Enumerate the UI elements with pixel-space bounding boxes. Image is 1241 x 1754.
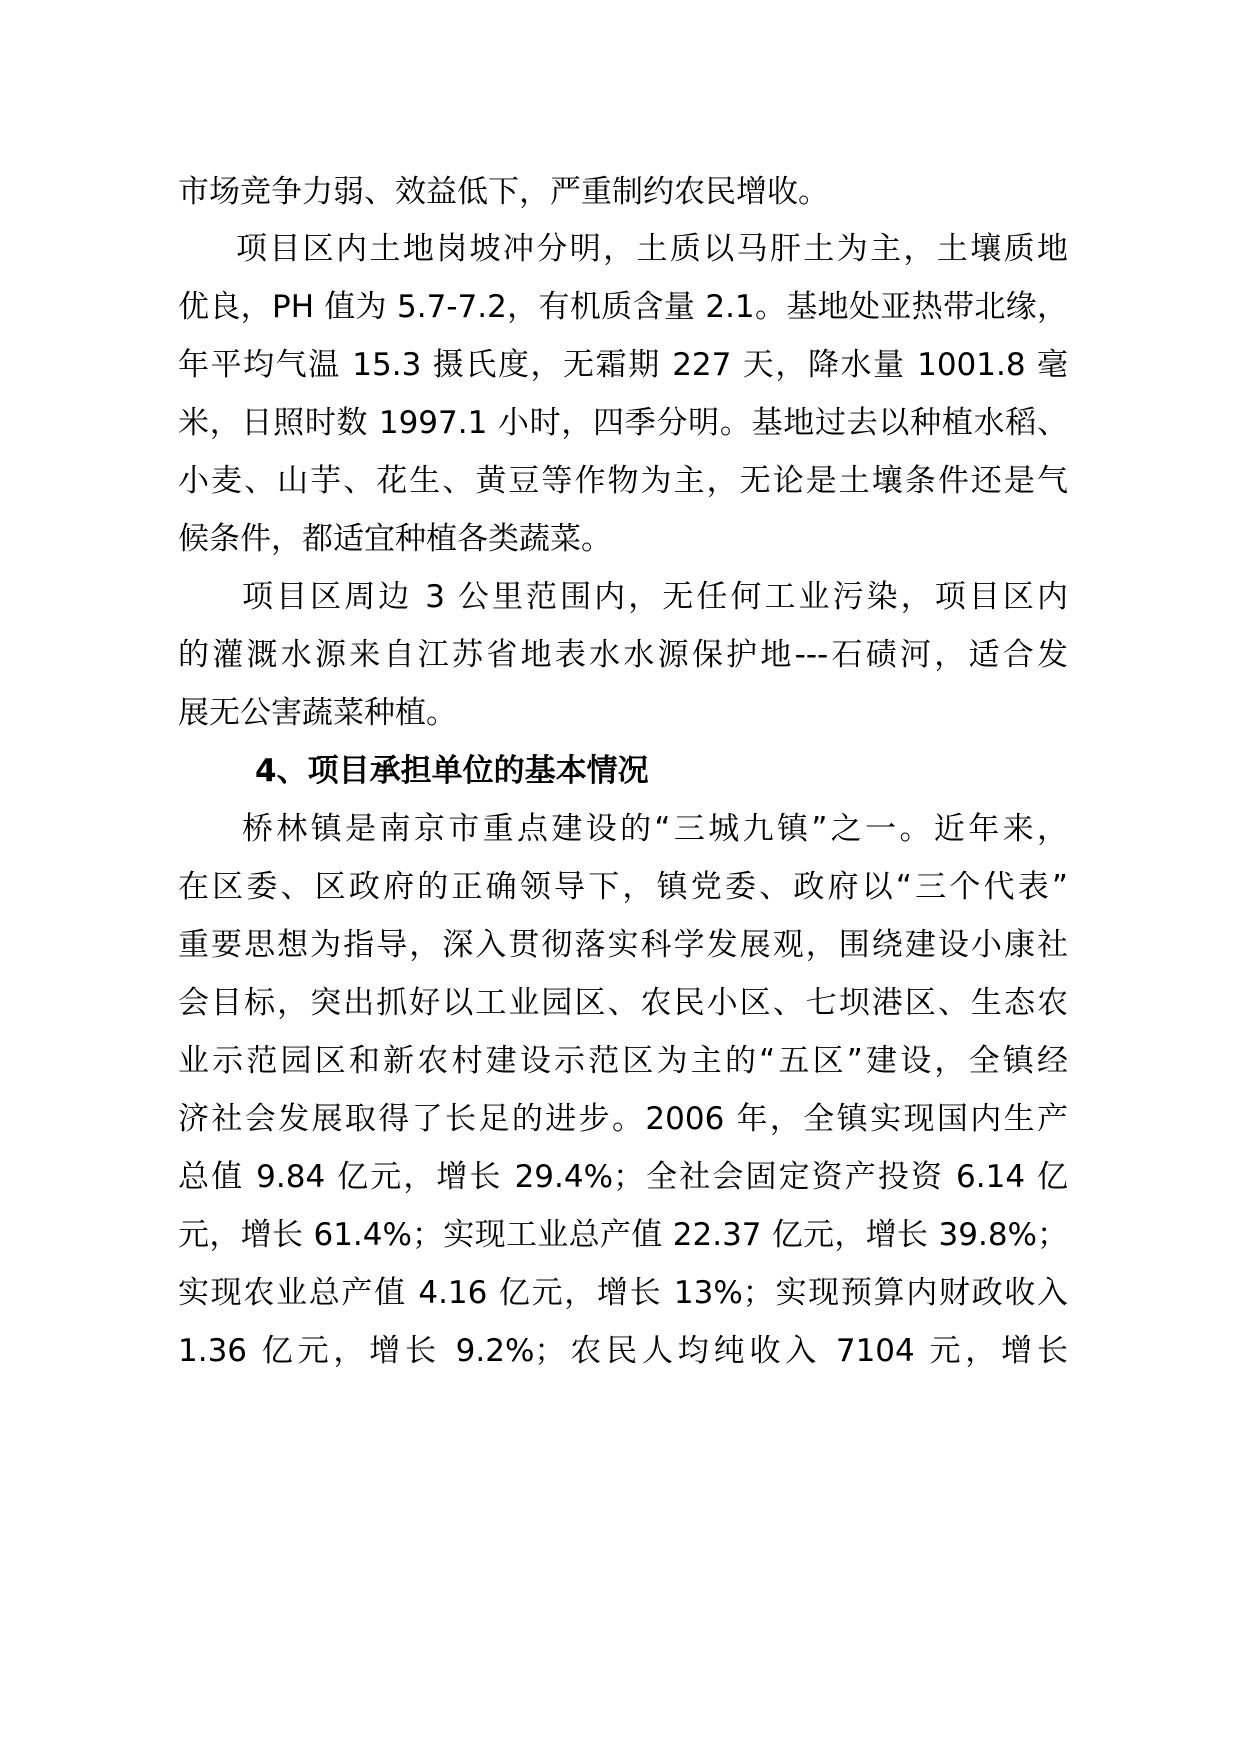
paragraph-4-line-8: 元，增长 61.4%；实现工业总产值 22.37 亿元，增长 39.8%；	[178, 1217, 1068, 1253]
paragraph-4-line-6: 济社会发展取得了长足的进步。2006 年，全镇实现国内生产	[178, 1101, 1068, 1137]
paragraph-3-line-3: 展无公害蔬菜种植。	[178, 695, 457, 731]
paragraph-4-line-2: 在区委、区政府的正确领导下，镇党委、政府以“三个代表”	[178, 869, 1068, 905]
paragraph-4-line-1: 桥林镇是南京市重点建设的“三城九镇”之一。近年来，	[242, 811, 1068, 847]
paragraph-4-line-7: 总值 9.84 亿元，增长 29.4%；全社会固定资产投资 6.14 亿	[178, 1159, 1068, 1195]
paragraph-2-line-5: 小麦、山芋、花生、黄豆等作物为主，无论是土壤条件还是气	[178, 463, 1068, 499]
paragraph-4-line-5: 业示范园区和新农村建设示范区为主的“五区”建设，全镇经	[178, 1043, 1068, 1079]
paragraph-2-line-4: 米，日照时数 1997.1 小时，四季分明。基地过去以种植水稻、	[178, 405, 1068, 441]
paragraph-4-line-3: 重要思想为指导，深入贯彻落实科学发展观，围绕建设小康社	[178, 927, 1068, 963]
paragraph-2-line-6: 候条件，都适宜种植各类蔬菜。	[178, 521, 612, 557]
paragraph-2-line-2: 优良，PH 值为 5.7-7.2，有机质含量 2.1。基地处亚热带北缘，	[178, 289, 1068, 325]
paragraph-3-line-1: 项目区周边 3 公里范围内，无任何工业污染，项目区内	[242, 579, 1068, 615]
paragraph-2-line-1: 项目区内土地岗坡冲分明，土质以马肝土为主，土壤质地	[236, 231, 1068, 267]
paragraph-2-line-3: 年平均气温 15.3 摄氏度，无霜期 227 天，降水量 1001.8 毫	[178, 347, 1068, 383]
paragraph-4-line-10: 1.36 亿元，增长 9.2%；农民人均纯收入 7104 元，增长	[178, 1333, 1068, 1369]
paragraph-4-line-9: 实现农业总产值 4.16 亿元，增长 13%；实现预算内财政收入	[178, 1275, 1068, 1311]
paragraph-1-line-1: 市场竞争力弱、效益低下，严重制约农民增收。	[178, 174, 829, 210]
paragraph-4-line-4: 会目标，突出抓好以工业园区、农民小区、七坝港区、生态农	[178, 985, 1068, 1021]
section-heading: 4、项目承担单位的基本情况	[255, 753, 649, 789]
paragraph-3-line-2: 的灌溉水源来自江苏省地表水水源保护地---石碛河，适合发	[178, 637, 1068, 673]
